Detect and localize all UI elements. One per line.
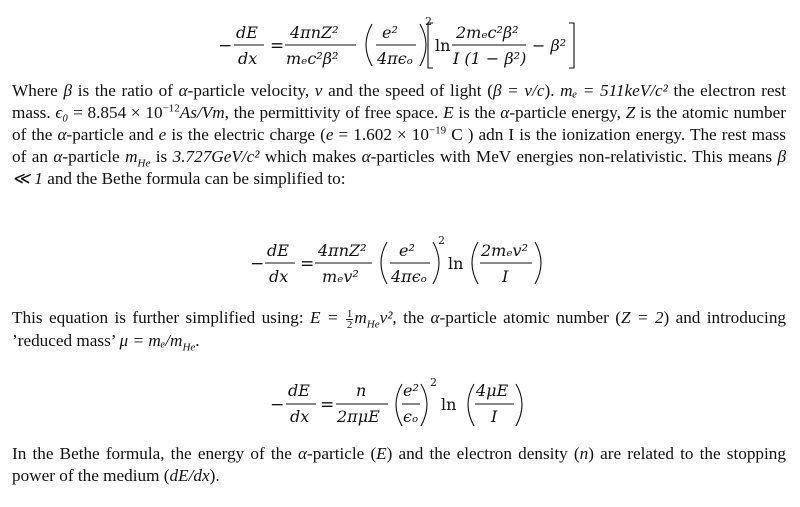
p1-text-8: is the [453,103,501,122]
eq2-f3-denominator: I [502,267,509,286]
eq1-f2-numerator: e² [382,23,398,42]
p1-text-16: which makes [259,147,362,166]
equation-2-svg [0,236,800,298]
p1-text-2: is the ratio of [72,81,179,100]
eq1-left-bracket [428,23,433,68]
eq3-f2-numerator: e² [403,381,419,400]
eq3-equals: = [320,395,335,415]
eq1-f2-denominator: 4πϵₒ [377,49,413,68]
eq3-ln: ln [441,395,457,414]
eq1-power-2: 2 [425,15,432,28]
eq1-f3-denominator: I (1 − β²) [453,49,527,68]
p2-energy-equals: E = [310,308,345,327]
eq1-minus-beta-squared: − β² [532,36,567,55]
p1-text-11: -particle and [66,125,159,144]
eq3-f1-numerator: n [356,381,367,400]
eq2-ln: ln [448,254,464,273]
p2-one-half [346,309,354,330]
paragraph-simplification [12,307,786,352]
paragraph-conclusion [12,443,786,487]
p1-charge: e [158,125,167,144]
p1-velocity: v [314,81,323,100]
eq2-power-2: 2 [438,234,445,247]
p2-text-1: This equation is further simplified using: [12,308,310,327]
p1-text-17: -particles with MeV energies non-relativistic. This means [370,147,778,166]
p1-alpha-2: α [500,103,510,122]
p2-half-denominator: 2 [346,318,353,331]
eq2-left-paren-2 [472,242,478,284]
eq1-f1-numerator: 4πnZ² [290,23,339,42]
eq1-lhs-denominator: dx [238,49,258,68]
p1-helium-mass-value: 3.727GeV/c² [172,147,260,166]
eq2-equals: = [300,254,315,274]
eq3-right-paren-2 [516,384,522,426]
p3-electron-density: n [579,444,589,463]
p1-text-9: -particle energy, [509,103,626,122]
p1-beta-much-less: β ≪ 1 [12,147,786,188]
equation-3-svg [0,374,800,436]
p3-text-1: In the Bethe formula, the energy of the [12,444,299,463]
p1-text-5: ). [544,81,561,100]
p1-energy: E [443,103,454,122]
eq2-f2-numerator: e² [399,241,415,260]
p2-text-5: . [195,330,200,350]
eq1-right-bracket [569,23,574,68]
p1-epsilon: ϵ₀ [55,103,69,122]
eq3-lhs-denominator: dx [290,407,310,426]
p3-alpha: α [298,444,308,463]
eq3-right-paren [421,384,427,426]
p1-text-10: is the atomic number of the [12,103,786,144]
p1-beta-definition: β = v/c [492,81,545,100]
eq2-lhs-numerator: dE [267,241,289,260]
p1-epsilon-value: = 8.854 × 10 [68,103,163,122]
eq2-right-paren [433,242,439,284]
eq2-f3-numerator: 2mₑv² [481,241,528,260]
p1-epsilon-unit: As/Vm [179,103,225,122]
eq2-left-paren [381,242,387,284]
equation-bethe-nonrelativistic [0,236,800,298]
p1-charge-value: = 1.602 × 10 [333,125,429,144]
eq1-minus: − [218,36,233,56]
eq3-minus: − [270,395,285,415]
p1-helium-mass: m [125,147,138,166]
eq1-lhs-numerator: dE [236,23,258,42]
p3-text-2: -particle ( [307,444,377,463]
eq2-minus: − [250,254,265,274]
p1-text-13: ) adn I is the ionization energy. The rest mass of an [12,125,786,166]
p2-helium-mass: m [354,308,367,327]
equation-1-svg [0,10,800,72]
p1-charge-exponent: −19 [428,124,447,137]
eq3-power-2: 2 [430,376,437,389]
eq3-f3-numerator: 4μE [476,381,509,400]
p2-text-4: ) and introducing ’reduced mass’ [12,308,787,350]
eq3-f2-denominator: ϵₒ [403,407,419,426]
p1-epsilon-exponent: −12 [162,102,180,115]
p2-helium-subscript: He [366,318,380,331]
p1-atomic-number: Z [625,103,636,122]
p3-stopping-power: dE/dx [169,466,210,485]
eq1-left-paren [366,24,372,66]
eq3-left-paren-2 [468,384,474,426]
eq3-f1-denominator: 2πμE [337,407,380,426]
p2-text-3: -particle atomic number ( [439,308,621,327]
eq1-f3-numerator: 2mₑc²β² [456,23,519,42]
p2-text-2: , the [392,308,431,327]
p1-text-6: the electron rest mass. [12,81,786,122]
eq3-lhs-numerator: dE [288,381,310,400]
p1-text-1: Where [12,81,64,100]
eq3-f3-denominator: I [491,407,498,426]
p1-text-3: -particle velocity, [187,81,315,100]
p3-text-4: ) are related to the stopping power of the medium ( [12,444,786,485]
p1-electron-mass: mₑ = 511keV/c² [560,81,668,100]
p3-text-5: ). [209,466,220,485]
p1-text-15: is [150,147,173,166]
eq2-f1-denominator: mₑv² [322,267,359,286]
p1-charge-symbol: e [325,125,334,144]
p1-text-4: and the speed of light ( [322,81,493,100]
equation-bethe-full [0,10,800,72]
p1-beta: β [63,81,73,100]
p3-text-3: ) and the electron density ( [386,444,580,463]
eq1-right-paren [420,24,426,66]
eq3-left-paren [396,384,402,426]
p1-alpha: α [178,81,188,100]
eq1-equals: = [270,36,285,56]
eq2-right-paren-2 [535,242,541,284]
p2-half-numerator: 1 [346,307,353,320]
paragraph-definitions [12,80,786,190]
p1-text-7: , the permittivity of free space. [224,103,444,122]
eq2-lhs-denominator: dx [269,267,289,286]
p1-alpha-3: α [57,125,67,144]
p1-alpha-4: α [53,147,63,166]
p2-atomic-number: Z = 2 [620,308,664,327]
p1-text-12: is the electric charge ( [166,125,326,144]
eq1-ln: ln [435,36,451,55]
p1-alpha-5: α [361,147,371,166]
p1-text-14: -particle [62,147,126,166]
p3-energy: E [376,444,387,463]
eq2-f1-numerator: 4πnZ² [318,241,367,260]
p1-charge-unit: C [446,125,463,144]
p2-velocity-squared: v² [379,308,393,327]
equation-bethe-reduced-mass [0,374,800,436]
p1-helium-subscript: He [137,157,151,170]
p2-alpha: α [430,308,440,327]
p2-reduced-mass-subscript: He [182,340,196,353]
eq1-f1-denominator: mₑc²β² [286,49,339,68]
p1-text-18: and the Bethe formula can be simplified to: [42,169,346,188]
p2-reduced-mass: μ = mₑ/m [119,330,183,350]
eq2-f2-denominator: 4πϵₒ [391,267,427,286]
